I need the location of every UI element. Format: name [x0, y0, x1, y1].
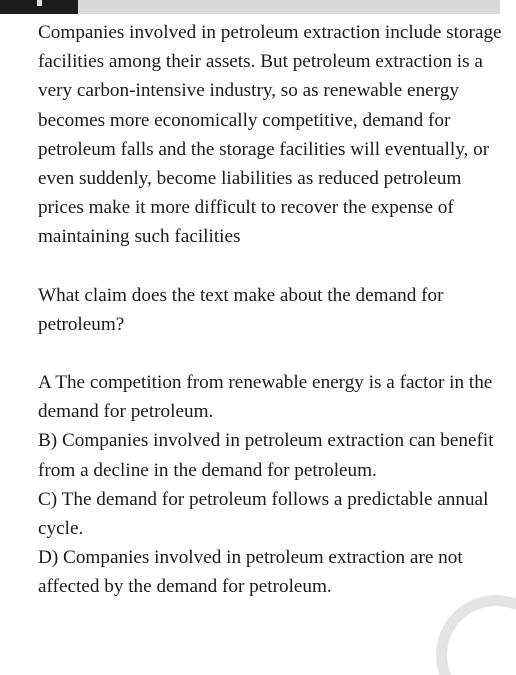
question-prompt: What claim does the text make about the demand for petroleum?: [38, 284, 444, 335]
question-content: [38, 18, 503, 602]
answer-option-b[interactable]: B) Companies involved in petroleum extraction can benefit from a decline in the demand for petroleum.: [38, 430, 494, 481]
tab-mark: [37, 0, 42, 6]
answer-option-d[interactable]: D) Companies involved in petroleum extraction are not affected by the demand for petroleum.: [38, 547, 463, 598]
passage-text: Companies involved in petroleum extraction include storage facilities among their assets. But petroleum extraction is a very carbon-intensive industry, so as renewable energy becomes more economically competitive, demand for petroleum falls and the storage facilities will eventually, or even suddenly, become liabilities as reduced petroleum prices make it more difficult to recover the expense of maintaining such facilities: [38, 22, 502, 248]
answer-option-c[interactable]: C) The demand for petroleum follows a predictable annual cycle.: [38, 488, 489, 540]
question-number-tab: [0, 0, 78, 14]
answer-option-a[interactable]: A The competition from renewable energy is a factor in the demand for petroleum.: [38, 372, 493, 423]
watermark-arc: [436, 595, 516, 675]
